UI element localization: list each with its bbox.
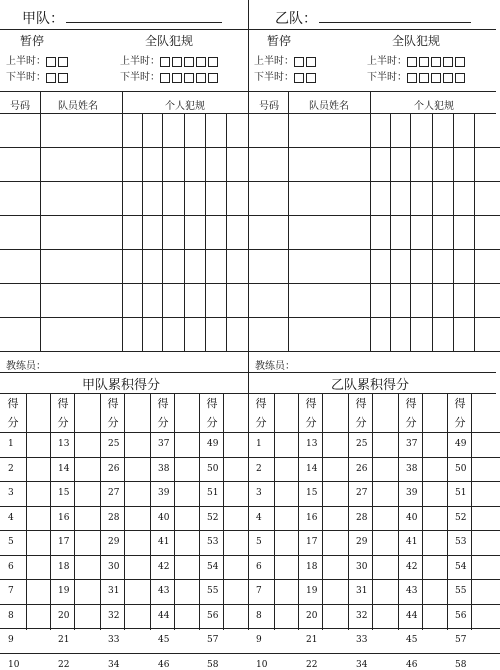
score-cell[interactable]: 55 (455, 586, 467, 596)
team-a-running-score-label: 甲队累积得分 (82, 378, 161, 393)
roster-row-line (248, 283, 500, 284)
score-header-char: 得 (255, 397, 267, 410)
score-cell[interactable]: 44 (158, 610, 170, 621)
score-row-line (248, 555, 500, 556)
first-half-label: 上半时： (254, 56, 294, 67)
score-cell[interactable]: 54 (455, 561, 467, 572)
score-cell[interactable]: 6 (8, 561, 14, 572)
score-header (199, 394, 225, 432)
score-cell[interactable]: 29 (356, 537, 368, 547)
score-cell[interactable]: 39 (158, 488, 170, 498)
score-cell[interactable]: 44 (406, 610, 418, 621)
score-cell[interactable]: 29 (108, 537, 120, 547)
score-row-line (248, 432, 500, 433)
score-row-line (248, 653, 500, 654)
score-cell[interactable]: 42 (158, 561, 170, 572)
score-cell[interactable]: 33 (356, 635, 368, 645)
roster-row-line (0, 317, 248, 318)
score-header-char: 分 (206, 416, 218, 429)
score-cell[interactable]: 56 (455, 610, 467, 621)
score-header-char: 分 (305, 416, 317, 429)
score-cell[interactable]: 32 (108, 610, 120, 621)
score-cell[interactable]: 38 (158, 463, 170, 474)
score-cell[interactable]: 21 (58, 635, 70, 645)
score-header-char: 得 (405, 397, 417, 410)
score-header (298, 394, 324, 432)
score-cell[interactable]: 41 (158, 537, 170, 547)
team-b-running-score-label: 乙队累积得分 (331, 378, 410, 393)
row-divider (249, 0, 496, 394)
score-cell[interactable]: 17 (58, 537, 70, 547)
roster-row-line (0, 283, 248, 284)
second-half-label: 下半时： (6, 72, 46, 83)
col-player-name-label: 队员姓名 (309, 101, 349, 112)
score-row-line (0, 604, 248, 605)
first-half-label: 上半时： (6, 56, 46, 67)
score-header-char: 分 (157, 416, 169, 429)
score-cell[interactable]: 9 (8, 635, 14, 645)
first-half-label: 上半时： (367, 56, 407, 67)
score-cell[interactable]: 38 (406, 463, 418, 474)
score-cell[interactable]: 15 (306, 488, 318, 498)
score-cell[interactable]: 25 (356, 439, 368, 449)
score-cell[interactable]: 8 (256, 610, 262, 621)
score-cell[interactable]: 46 (406, 659, 418, 670)
score-cell[interactable]: 53 (207, 537, 219, 547)
roster-col-line (288, 91, 289, 352)
score-col-line (26, 393, 27, 630)
score-cell[interactable]: 45 (158, 635, 170, 645)
score-row-line (0, 530, 248, 531)
score-cell[interactable]: 18 (58, 561, 70, 572)
roster-col-line (40, 91, 41, 352)
score-header (150, 394, 176, 432)
score-cell[interactable]: 26 (108, 463, 120, 474)
roster-row-line (248, 215, 500, 216)
score-cell[interactable]: 18 (306, 561, 318, 572)
roster-row-line (248, 181, 500, 182)
score-header-char: 分 (57, 416, 69, 429)
score-cell[interactable]: 7 (256, 586, 262, 596)
score-cell[interactable]: 40 (158, 512, 170, 523)
score-header-char: 分 (355, 416, 367, 429)
score-cell[interactable]: 25 (108, 439, 120, 449)
score-cell[interactable]: 10 (8, 659, 20, 670)
score-header-char: 分 (7, 416, 19, 429)
score-cell[interactable]: 4 (8, 512, 14, 523)
score-cell[interactable]: 52 (207, 512, 219, 523)
score-cell[interactable]: 57 (207, 635, 219, 645)
second-half-label: 下半时： (254, 72, 294, 83)
score-cell[interactable]: 14 (58, 463, 70, 474)
score-cell[interactable]: 31 (108, 586, 120, 596)
roster-row-line (0, 249, 248, 250)
score-cell[interactable]: 20 (306, 610, 318, 621)
score-row-line (0, 481, 248, 482)
score-cell[interactable]: 34 (356, 659, 368, 670)
score-cell[interactable]: 3 (8, 488, 14, 498)
score-header (0, 394, 26, 432)
score-header (398, 394, 424, 432)
col-personal-foul-label: 个人犯规 (414, 101, 454, 112)
score-cell[interactable]: 10 (256, 659, 268, 670)
score-cell[interactable]: 58 (455, 659, 467, 670)
score-cell[interactable]: 30 (356, 561, 368, 572)
second-half-label: 下半时： (367, 72, 407, 83)
team-b-name-label: 乙队： (275, 11, 317, 27)
score-header-char: 得 (355, 397, 367, 410)
score-row-line (0, 653, 248, 654)
score-header (248, 394, 274, 432)
score-row-line (0, 506, 248, 507)
score-row-line (248, 604, 500, 605)
score-cell[interactable]: 3 (256, 488, 262, 498)
score-cell[interactable]: 33 (108, 635, 120, 645)
score-header-char: 得 (107, 397, 119, 410)
score-row-line (0, 555, 248, 556)
score-cell[interactable]: 57 (455, 635, 467, 645)
score-cell[interactable]: 58 (207, 659, 219, 670)
first-half-label: 上半时： (120, 56, 160, 67)
score-row-line (0, 579, 248, 580)
score-cell[interactable]: 4 (256, 512, 262, 523)
score-cell[interactable]: 13 (306, 439, 318, 449)
score-cell[interactable]: 19 (58, 586, 70, 596)
roster-row-line (0, 181, 248, 182)
score-header-char: 得 (7, 397, 19, 410)
roster-row-line (248, 351, 500, 352)
score-cell[interactable]: 42 (406, 561, 418, 572)
score-cell[interactable]: 51 (455, 488, 467, 498)
score-cell[interactable]: 52 (455, 512, 467, 523)
score-header-char: 得 (157, 397, 169, 410)
roster-row-line (248, 147, 500, 148)
score-col-line (274, 393, 275, 630)
score-cell[interactable]: 45 (406, 635, 418, 645)
score-cell[interactable]: 5 (8, 537, 14, 547)
score-cell[interactable]: 2 (256, 463, 262, 474)
score-cell[interactable]: 30 (108, 561, 120, 572)
score-cell[interactable]: 31 (356, 586, 368, 596)
score-cell[interactable]: 28 (356, 512, 368, 523)
score-row-line (248, 530, 500, 531)
score-header-char: 得 (206, 397, 218, 410)
score-header-char: 分 (405, 416, 417, 429)
score-cell[interactable]: 50 (207, 463, 219, 474)
score-cell[interactable]: 22 (58, 659, 70, 670)
roster-row-line (248, 249, 500, 250)
score-header-char: 分 (454, 416, 466, 429)
score-cell[interactable]: 34 (108, 659, 120, 670)
score-row-line (248, 579, 500, 580)
score-cell[interactable]: 53 (455, 537, 467, 547)
col-number-label: 号码 (259, 101, 279, 112)
score-row-line (248, 506, 500, 507)
score-cell[interactable]: 1 (256, 439, 262, 449)
score-cell[interactable]: 17 (306, 537, 318, 547)
roster-row-line (0, 351, 248, 352)
score-cell[interactable]: 43 (406, 586, 418, 596)
score-cell[interactable]: 16 (306, 512, 318, 523)
score-cell[interactable]: 16 (58, 512, 70, 523)
score-cell[interactable]: 40 (406, 512, 418, 523)
score-row-line (248, 457, 500, 458)
score-cell[interactable]: 13 (58, 439, 70, 449)
score-row-line (248, 481, 500, 482)
team-a-team-foul-label: 全队犯规 (145, 34, 194, 48)
roster-row-line (248, 317, 500, 318)
score-cell[interactable]: 15 (58, 488, 70, 498)
score-row-line (0, 628, 248, 629)
second-half-label: 下半时： (120, 72, 160, 83)
score-cell[interactable]: 21 (306, 635, 318, 645)
score-cell[interactable]: 39 (406, 488, 418, 498)
score-cell[interactable]: 22 (306, 659, 318, 670)
score-cell[interactable]: 1 (8, 439, 14, 449)
score-cell[interactable]: 49 (455, 439, 467, 449)
team-b-team-foul-label: 全队犯规 (392, 34, 441, 48)
score-cell[interactable]: 2 (8, 463, 14, 474)
roster-row-line (0, 147, 248, 148)
score-cell[interactable]: 37 (158, 439, 170, 449)
team-b-timeout-label: 暂停 (267, 34, 292, 48)
score-cell[interactable]: 51 (207, 488, 219, 498)
score-cell[interactable]: 27 (108, 488, 120, 498)
score-row-line (248, 628, 500, 629)
score-header-char: 得 (57, 397, 69, 410)
team-a-coach-label: 教练员： (6, 361, 46, 372)
score-header-char: 得 (305, 397, 317, 410)
score-header-char: 分 (255, 416, 267, 429)
score-cell[interactable]: 6 (256, 561, 262, 572)
score-cell[interactable]: 28 (108, 512, 120, 523)
score-cell[interactable]: 32 (356, 610, 368, 621)
score-cell[interactable]: 14 (306, 463, 318, 474)
score-row-line (0, 432, 248, 433)
row-divider (0, 0, 248, 394)
score-cell[interactable]: 49 (207, 439, 219, 449)
score-cell[interactable]: 27 (356, 488, 368, 498)
score-cell[interactable]: 26 (356, 463, 368, 474)
score-row-line (0, 457, 248, 458)
score-cell[interactable]: 55 (207, 586, 219, 596)
score-cell[interactable]: 7 (8, 586, 14, 596)
score-cell[interactable]: 37 (406, 439, 418, 449)
score-header (50, 394, 76, 432)
score-cell[interactable]: 43 (158, 586, 170, 596)
score-cell[interactable]: 50 (455, 463, 467, 474)
roster-col-line (122, 91, 123, 352)
team-a-name-label: 甲队： (22, 11, 64, 27)
score-header-char: 得 (454, 397, 466, 410)
roster-col-line (370, 91, 371, 352)
score-header (100, 394, 126, 432)
col-number-label: 号码 (10, 101, 30, 112)
score-header-char: 分 (107, 416, 119, 429)
score-cell[interactable]: 41 (406, 537, 418, 547)
score-cell[interactable]: 19 (306, 586, 318, 596)
score-header (348, 394, 374, 432)
score-header (447, 394, 473, 432)
col-player-name-label: 队员姓名 (58, 101, 98, 112)
score-cell[interactable]: 20 (58, 610, 70, 621)
score-cell[interactable]: 56 (207, 610, 219, 621)
score-cell[interactable]: 9 (256, 635, 262, 645)
roster-row-line (0, 215, 248, 216)
team-b-coach-label: 教练员： (255, 361, 295, 372)
score-cell[interactable]: 46 (158, 659, 170, 670)
score-cell[interactable]: 8 (8, 610, 14, 621)
team-a-timeout-label: 暂停 (20, 34, 45, 48)
score-cell[interactable]: 54 (207, 561, 219, 572)
score-cell[interactable]: 5 (256, 537, 262, 547)
col-personal-foul-label: 个人犯规 (165, 101, 205, 112)
